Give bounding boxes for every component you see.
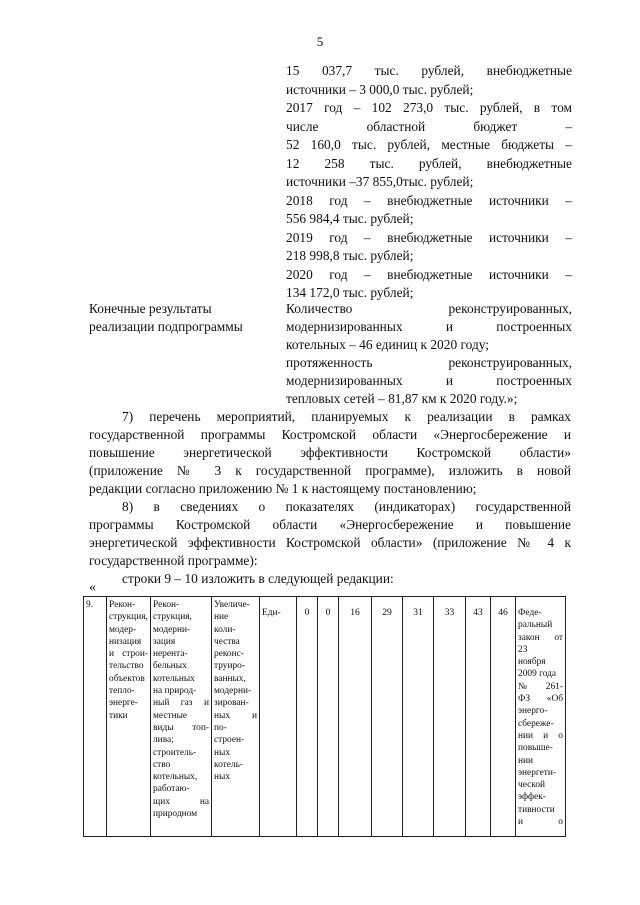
value: 31 xyxy=(413,607,423,618)
text-line: тепловых сетей – 81,87 км к 2020 году.»; xyxy=(286,391,518,406)
text-line: 134 172,0 тыс. рублей; xyxy=(286,285,414,300)
results-label-line: Конечные результаты xyxy=(89,301,212,316)
cell-line: нерента- xyxy=(153,649,188,660)
value-cell xyxy=(403,597,434,837)
text-line: программы Костромской области «Энергосбережение и повышение xyxy=(89,517,571,532)
cell-line: работаю- xyxy=(153,784,190,795)
value: 16 xyxy=(350,607,360,618)
cell-line: эффек- xyxy=(518,792,546,803)
text-line: 7) перечень мероприятий, планируемых к реализации в рамках xyxy=(122,409,571,424)
value-cell xyxy=(297,597,318,837)
cell-line: строитель- xyxy=(153,747,197,758)
text-line: 12 258 тыс. рублей, внебюджетные xyxy=(286,155,572,171)
cell-line: ных xyxy=(214,747,231,758)
value: 46 xyxy=(498,607,508,618)
cell-line: энерге- xyxy=(109,698,138,709)
cell-line: нии и о xyxy=(518,730,563,741)
text-line: 8) в сведениях о показателях (индикаторах) государственной xyxy=(122,499,571,514)
text-line: числе областной бюджет – xyxy=(286,118,572,134)
cell-line: тики xyxy=(109,710,128,721)
cell-line: ный газ и xyxy=(153,698,209,709)
cell-line: строен- xyxy=(214,735,245,746)
cell-line: ство xyxy=(153,759,171,770)
cell-line: модерни- xyxy=(214,686,252,697)
text-line: государственной программы Костромской области «Энергосбережение и xyxy=(89,427,571,442)
cell-line: струкция, xyxy=(153,612,192,623)
row-number-cell xyxy=(84,597,107,837)
item-8-paragraph xyxy=(89,498,571,588)
unit-cell xyxy=(260,597,297,837)
cell-line: модерни- xyxy=(153,624,191,635)
value-cell xyxy=(434,597,466,837)
cell-line: ческой xyxy=(518,780,546,791)
cell-line: и о xyxy=(518,817,563,828)
cell-line: тивности xyxy=(518,804,555,815)
page-number: 5 xyxy=(316,34,324,49)
cell-line: закон от xyxy=(518,632,563,643)
text-line: повышение энергетической эффективности Костромской области» xyxy=(89,445,571,460)
value: 29 xyxy=(382,607,392,618)
value-cell xyxy=(466,597,491,837)
text-line: 2020 год – внебюджетные источники – xyxy=(286,266,572,282)
text-line: модернизированных и построенных xyxy=(286,319,572,334)
cell-line: модер- xyxy=(109,624,137,635)
open-quote: « xyxy=(89,580,96,595)
row-number: 9. xyxy=(86,600,94,610)
cell-line: сбереже- xyxy=(518,718,554,729)
cell-line: на природ- xyxy=(153,686,197,697)
cell-line: ние xyxy=(214,612,229,623)
value: 0 xyxy=(325,607,331,618)
unit: Еди- xyxy=(262,608,281,618)
value: 33 xyxy=(444,607,455,618)
text-line: модернизированных и построенных xyxy=(286,373,572,388)
cell-line: 2009 года xyxy=(518,669,557,680)
cell-line: виды топ- xyxy=(153,722,209,733)
cell-line: ных xyxy=(214,772,231,783)
text-line: энергетической эффективности Костромской области» (приложение № 4 к xyxy=(89,535,571,550)
cell-line: зация xyxy=(153,636,176,647)
results-label-line: реализации подпрограммы xyxy=(89,319,243,334)
cell-line: Феде- xyxy=(518,608,542,618)
measure-cell xyxy=(151,597,212,837)
text-line: 2018 год – внебюджетные источники – xyxy=(286,192,572,208)
cell-line: зирован- xyxy=(214,698,249,709)
text-line: (приложение № 3 к государственной программе), изложить в новой xyxy=(89,463,571,478)
cell-line: труиро- xyxy=(214,661,245,672)
cell-line: 23 xyxy=(518,644,528,655)
cell-line: по- xyxy=(214,722,227,733)
rows-instruction: строки 9 – 10 изложить в следующей редакции: xyxy=(122,571,394,586)
cell-line: природном xyxy=(153,809,198,820)
value: 0 xyxy=(304,607,310,618)
cell-line: котельных xyxy=(153,673,195,684)
cell-line: Увеличе- xyxy=(214,600,250,610)
cell-line: ных и xyxy=(214,710,257,721)
text-line: 15 037,7 тыс. рублей, внебюджетные xyxy=(286,63,572,78)
cell-line: ФЗ «Об xyxy=(518,694,563,705)
cell-line: тельство xyxy=(109,661,144,672)
cell-line: котельных, xyxy=(153,772,198,783)
cell-line: котель- xyxy=(214,759,243,770)
value-cell xyxy=(372,597,403,837)
cell-line: низация xyxy=(109,636,142,647)
text-line: 2017 год – 102 273,0 тыс. рублей, в том xyxy=(286,100,572,115)
text-line: редакции согласно приложению № 1 к настоящему постановлению; xyxy=(89,481,477,496)
cell-line: ноября xyxy=(518,657,546,668)
cell-line: местные xyxy=(153,710,188,721)
value: 43 xyxy=(473,607,483,618)
text-line: Количество реконструированных, xyxy=(286,301,572,316)
cell-line: реконс- xyxy=(214,649,244,660)
cell-line: ральный xyxy=(518,620,553,631)
cell-line: чества xyxy=(214,636,240,647)
cell-line: щих на xyxy=(153,796,209,807)
text-line: источники – 3 000,0 тыс. рублей; xyxy=(286,81,474,97)
financing-text xyxy=(286,62,572,303)
text-line: котельных – 46 единиц к 2020 году; xyxy=(286,337,490,352)
cell-line: коли- xyxy=(214,624,236,635)
cell-line: объектов xyxy=(109,673,145,684)
cell-line: повыше- xyxy=(518,743,553,754)
cell-line: нии xyxy=(518,755,534,766)
text-line: 2019 год – внебюджетные источники – xyxy=(286,229,572,245)
cell-line: бельных xyxy=(153,661,187,672)
text-line: государственной программе): xyxy=(89,553,258,568)
event-name-cell xyxy=(107,597,151,837)
cell-line: энергети- xyxy=(518,767,557,778)
text-line: 52 160,0 тыс. рублей, местные бюджеты – xyxy=(286,137,572,152)
value-cell xyxy=(491,597,516,837)
cell-line: энерго- xyxy=(518,706,548,717)
text-line: протяженность реконструированных, xyxy=(286,355,572,370)
indicator-cell xyxy=(212,597,260,837)
cell-line: ванных, xyxy=(214,673,246,684)
cell-line: и строи- xyxy=(109,649,148,660)
text-line: 218 998,8 тыс. рублей; xyxy=(286,248,414,263)
table-row xyxy=(84,597,566,837)
value-cell xyxy=(339,597,372,837)
cell-line: тепло- xyxy=(109,686,135,697)
results-label xyxy=(89,300,279,336)
text-line: источники –37 855,0тыс. рублей; xyxy=(286,174,474,189)
cell-line: Рекон- xyxy=(153,600,180,610)
item-7-paragraph xyxy=(89,408,571,498)
indicators-table xyxy=(83,596,566,837)
legal-basis-cell xyxy=(516,597,566,837)
cell-line: струкция, xyxy=(109,612,148,623)
results-text xyxy=(286,300,572,408)
cell-line: Рекон- xyxy=(109,600,136,610)
cell-line: № 261- xyxy=(518,681,563,692)
value-cell xyxy=(318,597,339,837)
cell-line: лива; xyxy=(153,735,174,746)
text-line: 556 984,4 тыс. рублей; xyxy=(286,211,414,226)
